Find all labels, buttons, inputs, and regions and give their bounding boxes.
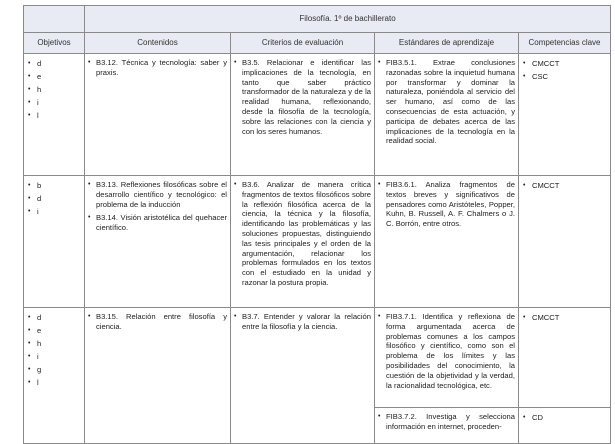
objetivo-item: h <box>37 339 42 348</box>
criterio-cell <box>231 176 375 308</box>
table-row <box>24 54 611 176</box>
estandar-cell <box>375 308 519 408</box>
objetivo-item: i <box>37 207 39 216</box>
objetivo-item: e <box>37 326 42 335</box>
bullet-icon: • <box>28 73 31 80</box>
table-row <box>24 308 611 408</box>
bullet-icon: • <box>523 73 526 80</box>
competencias-cell <box>519 308 611 408</box>
objetivo-item: l <box>37 111 39 120</box>
bullet-icon: • <box>28 86 31 93</box>
objetivos-cell <box>24 308 85 444</box>
estandar-text: FIB3.7.2. Investiga y selecciona información en internet, proceden- <box>386 412 515 431</box>
bullet-icon: • <box>28 182 31 189</box>
criterio-text: B3.5. Relacionar e identificar las implicaciones de la tecnología, en tanto que saber práctico transformador de la naturaleza y de la realidad humana, reflexionando, desde la filosofía de la tecnología, sobre las relaciones con la ciencia y con los seres humanos. <box>242 58 371 136</box>
header-competencias: Competencias clave <box>519 33 611 54</box>
bullet-icon: • <box>28 379 31 386</box>
bullet-icon: • <box>234 313 237 320</box>
objetivo-item: i <box>37 352 39 361</box>
contenidos-cell <box>85 308 231 444</box>
objetivo-item: d <box>37 313 42 322</box>
bullet-icon: • <box>88 313 91 320</box>
competencias-cell <box>519 408 611 444</box>
header-estandares: Estándares de aprendizaje <box>375 33 519 54</box>
bullet-icon: • <box>523 414 526 421</box>
bullet-icon: • <box>28 366 31 373</box>
bullet-icon: • <box>28 208 31 215</box>
estandar-text: FIB3.6.1. Analiza fragmentos de textos breves y significativos de pensadores como Aristóteles, Popper, Kuhn, B. Russell, A. F. Chalmers o J. C. Borrón, entre otros. <box>386 180 515 229</box>
bullet-icon: • <box>234 59 237 66</box>
contenido-text: B3.15. Relación entre filosofía y ciencia. <box>96 312 227 331</box>
bullet-icon: • <box>28 195 31 202</box>
contenidos-cell <box>85 176 231 308</box>
estandar-cell <box>375 408 519 444</box>
criterio-cell <box>231 54 375 176</box>
criterio-cell <box>231 308 375 444</box>
competencias-cell <box>519 54 611 176</box>
contenido-text: B3.13. Reflexiones filosóficas sobre el desarrollo científico y tecnológico: el problema de la inducción <box>96 180 227 209</box>
objetivo-item: d <box>37 59 42 68</box>
contenidos-cell <box>85 54 231 176</box>
competencia-item: CMCCT <box>532 313 560 322</box>
criterio-text: B3.6. Analizar de manera crítica fragmentos de textos filosóficos sobre la reflexión filosófica acerca de la ciencia, la técnica y la filosofía, identificando las problemáticas y las soluciones propuestas, distinguiendo las tesis principales y el orden de la argumentación, relacionar los problemas formulados en los textos con el estudiado en la unidad y razonar la postura propia. <box>242 180 371 287</box>
estandar-cell <box>375 54 519 176</box>
objetivos-cell <box>24 54 85 176</box>
estandar-text: FIB3.5.1. Extrae conclusiones razonadas sobre la inquietud humana por transformar y dominar la naturaleza, poniéndola al servicio del ser humano, así como de las consecuencias de esta actuación, y participa de debates acerca de las implicaciones de la tecnología en la realidad social. <box>386 58 515 146</box>
bullet-icon: • <box>523 60 526 67</box>
table-row <box>24 176 611 308</box>
objetivo-item: d <box>37 194 42 203</box>
bullet-icon: • <box>523 314 526 321</box>
bullet-icon: • <box>28 353 31 360</box>
bullet-icon: • <box>88 214 91 222</box>
bullet-icon: • <box>378 413 381 420</box>
bullet-icon: • <box>28 99 31 106</box>
bullet-icon: • <box>378 59 381 66</box>
objetivo-item: b <box>37 181 42 190</box>
bullet-icon: • <box>234 181 237 188</box>
bullet-icon: • <box>28 60 31 67</box>
competencia-item: CD <box>532 413 543 422</box>
competencias-cell <box>519 176 611 308</box>
contenido-text: B3.12. Técnica y tecnología: saber y praxis. <box>96 58 227 77</box>
objetivo-item: h <box>37 85 42 94</box>
curriculum-table <box>23 5 611 444</box>
criterio-text: B3.7. Entender y valorar la relación entre la filosofía y la ciencia. <box>242 312 371 331</box>
objetivo-item: i <box>37 98 39 107</box>
competencia-item: CSC <box>532 72 549 81</box>
bullet-icon: • <box>28 327 31 334</box>
bullet-icon: • <box>28 340 31 347</box>
bullet-icon: • <box>378 313 381 320</box>
bullet-icon: • <box>88 181 91 188</box>
bullet-icon: • <box>523 182 526 189</box>
competencia-item: CMCCT <box>532 59 560 68</box>
header-objetivos: Objetivos <box>24 33 85 54</box>
objetivo-item: e <box>37 72 42 81</box>
table-title: Filosofía. 1º de bachillerato <box>85 6 611 33</box>
estandar-cell <box>375 176 519 308</box>
objetivo-item: g <box>37 365 42 374</box>
objetivo-item: l <box>37 378 39 387</box>
bullet-icon: • <box>28 314 31 321</box>
header-contenidos: Contenidos <box>85 33 231 54</box>
estandar-text: FIB3.7.1. Identifica y reflexiona de forma argumentada acerca de problemas comunes a los campos filosófico y científico, como son el problema de los límites y las posibilidades del conocimiento, la cuestión de la objetividad y la verdad, la racionalidad tecnológica, etc. <box>386 312 515 390</box>
competencia-item: CMCCT <box>532 181 560 190</box>
objetivos-cell <box>24 176 85 308</box>
bullet-icon: • <box>88 59 91 66</box>
bullet-icon: • <box>28 112 31 119</box>
contenido-text: B3.14. Visión aristotélica del quehacer científico. <box>96 213 227 233</box>
bullet-icon: • <box>378 181 381 188</box>
header-criterios: Criterios de evaluación <box>231 33 375 54</box>
title-blank-cell <box>24 6 85 33</box>
